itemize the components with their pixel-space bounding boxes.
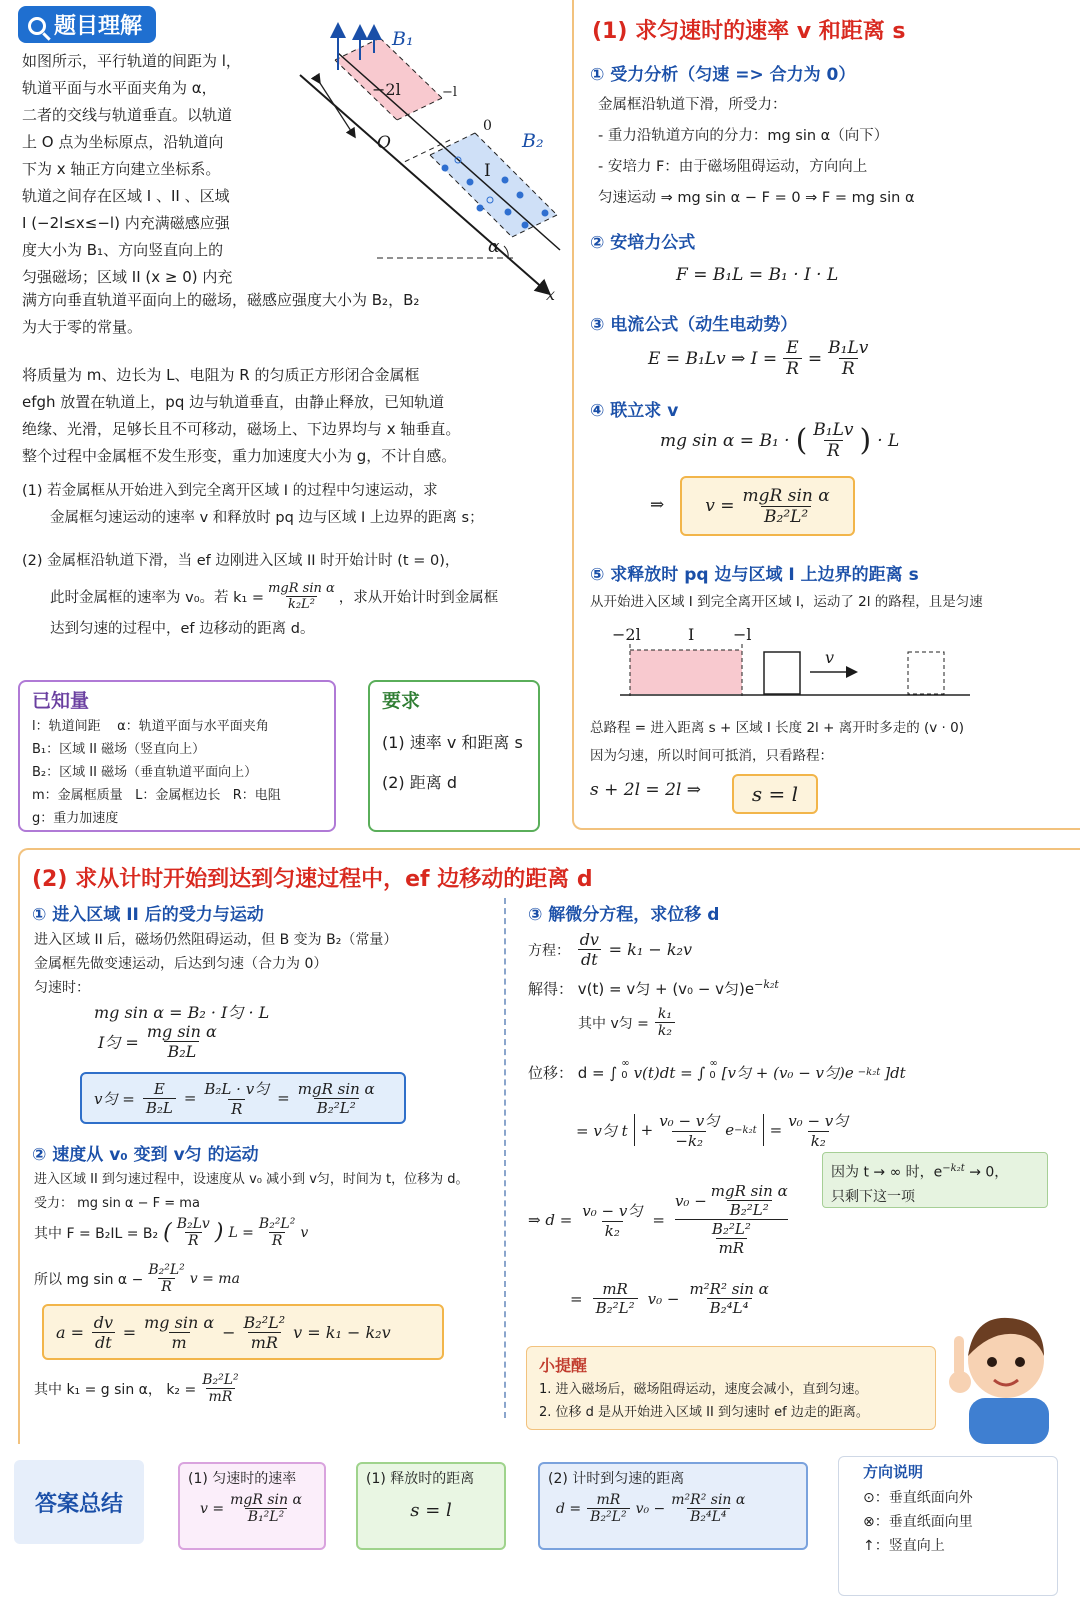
step4-heading: ④ 联立求 v: [590, 401, 679, 421]
region-1: [335, 38, 442, 120]
origin-label: O: [377, 133, 391, 153]
part1-title: (1) 求匀速时的速率 v 和距离 s: [592, 19, 906, 44]
step5-explain: 总路程 = 进入距离 s + 区域 I 长度 2l + 离开时多走的 (v · 0) 因为匀速，所以时间可抵消，只看路程：: [590, 720, 964, 764]
tip-box: 小提醒 1. 进入磁场后，磁场阻碍运动，速度会减小，直到匀速。 2. 位移 d 是从开始进入区域 II 到匀速时 ef 边走的距离。: [526, 1346, 936, 1430]
d-final-eq: = $\frac{mR}{\text{B₂²L²}}$ v₀ − $\frac{\text{m²R² sin α}}{\text{B₂⁴L⁴}}$: [570, 1280, 769, 1317]
alpha-label: α: [488, 237, 500, 257]
b1-label: B₁: [392, 28, 414, 50]
direction-legend: 方向说明 ⊙：垂直纸面向外 ⊗：垂直纸面向里 ↑：竖直向上: [838, 1456, 1058, 1596]
minus-2l-label: −2l: [372, 80, 401, 99]
limit-note: 因为 t → ∞ 时，$e^{-k_2t} \to 0$， 只剩下这一项: [822, 1152, 1048, 1208]
uniform-current-eq: I匀 = $\frac{\text{mg sin α}}{\text{B₂L}}$: [98, 1022, 217, 1061]
problem-text: 如图所示，平行轨道的间距为 l， 轨道平面与水平面夹角为 α， 二者的交线与轨道垂直。以轨道 上 O 点为坐标原点，沿轨道向 下为 x 轴正方向建立坐标系。 轨道之间存在区域 I 、II 、区域 I (−2l≤x≤−l) 内充满磁感应强 度大小为 B₁、方向竖直向上的 匀强磁场；区域 II (x ≥ 0) 内充: [22, 52, 241, 286]
minus-l-mark: −l: [733, 625, 752, 644]
step5-text: 从开始进入区域 I 到完全离开区域 I，运动了 2l 的路程，且是匀速: [590, 594, 983, 610]
out-of-page-legend: ⊙：垂直纸面向外: [863, 1490, 973, 1506]
answer-v-box: v = mgR sin α B₂²L²: [680, 476, 855, 536]
minus-l-label: −l: [442, 85, 458, 100]
b2-label: B₂: [522, 130, 544, 152]
d-result-eq: ⇒ d = v₀ − v匀 k₂ = v₀ − mgR sin α B₂²L² B₂²L² mR: [528, 1182, 788, 1257]
section-tag: 题目理解: [18, 6, 156, 43]
summary-d-card: (2) 计时到匀速的距离 d = $\frac{mR}{\text{B₂²L²}}$ v₀ − $\frac{\text{m²R² sin α}}{\text{B₂⁴L⁴}}$: [538, 1462, 808, 1550]
part2-title: (2) 求从计时开始到达到匀速过程中，ef 边移动的距离 d: [32, 867, 593, 892]
search-icon: [28, 17, 46, 35]
known-box: 已知量 l：轨道间距 α：轨道平面与水平面夹角 B₁：区域 II 磁场（竖直向上） B₂：区域 II 磁场（垂直轨道平面向上） m：金属框质量 L：金属框边长 R：电阻 g：重力加速度: [18, 680, 336, 832]
answer-s-box: s = l: [732, 774, 818, 814]
question-2: (2) 金属框沿轨道下滑，当 ef 边刚进入区域 II 时开始计时 (t = 0)， 此时金属框的速率为 v₀。若 k₁ = mgR sin α k₂L² ，求从开始计时到金属框 达到匀速的过程中，ef 边移动的距离 d。: [22, 553, 499, 637]
region-I-mark: I: [688, 625, 695, 644]
zero-label: 0: [483, 118, 492, 134]
upward-legend: ↑：竖直向上: [863, 1538, 945, 1554]
step3-heading: ③ 电流公式（动生电动势）: [590, 315, 798, 335]
problem-text-cont: 满方向垂直轨道平面向上的磁场，磁感应强度大小为 B₂，B₂ 为大于零的常量。: [22, 291, 420, 336]
combine-formula: mg sin α = B₁ · ( B₁Lv R ) · L: [660, 420, 900, 461]
frame-block: [764, 652, 800, 694]
region-1-block: [630, 650, 742, 694]
travel-diagram: [600, 620, 990, 705]
step1-body: 金属框沿轨道下滑，所受力： - 重力沿轨道方向的分力：mg sin α（向下） - 安培力 F：由于磁场阻碍运动，方向向上 匀速运动 ⇒ mg sin α − F = 0 ⇒ F = mg sin α: [598, 97, 915, 206]
p2-step2-heading: ② 速度从 v₀ 变到 v匀 的运动: [32, 1145, 259, 1165]
boy-illustration: [944, 1298, 1064, 1444]
current-formula: E = B₁Lv ⇒ I = $\frac{E}{R}$ = $\frac{\text{B₁Lv}}{R}$: [648, 338, 869, 379]
step1-heading: ① 受力分析（匀速 => 合力为 0）: [590, 65, 856, 85]
integral-eval: = v匀 t + v₀ − v匀 −k₂ e −k₂t = v₀ − v匀 k₂: [576, 1112, 849, 1150]
summary-title: 答案总结: [14, 1460, 144, 1544]
distance-eq: s + 2l = 2l ⇒: [590, 780, 701, 800]
question-1: (1) 若金属框从开始进入到完全离开区域 I 的过程中匀速运动，求 金属框匀速运动的速率 v 和释放时 pq 边与区域 I 上边界的距离 s；: [22, 483, 484, 526]
p2-step1-heading: ① 进入区域 II 后的受力与运动: [32, 905, 264, 925]
uniform-velocity-box: v匀 = $\frac{E}{\text{B₂L}}$ = B₂L · v匀 R = mgR sin α B₂²L²: [80, 1072, 406, 1124]
minus-2l-mark: −2l: [612, 625, 641, 644]
p2-step2-body: 进入区域 II 到匀速过程中，设速度从 v₀ 减小到 v匀，时间为 t，位移为 d。 受力： mg sin α − F = ma: [34, 1172, 469, 1211]
summary-s-card: (1) 释放时的距离 s = l: [356, 1462, 506, 1550]
region-I-label: I: [484, 161, 491, 181]
problem-setup: 将质量为 m、边长为 L、电阻为 R 的匀质正方形闭合金属框 efgh 放置在轨道上，pq 边与轨道垂直，由静止释放，已知轨道 绝缘、光滑，足够长且不可移动，磁场上、下边界均与 x 轴垂直。 整个过程中金属框不发生形变，重力加速度大小为 g，不计自感。: [22, 366, 461, 465]
column-divider: [504, 898, 506, 1418]
step5-heading: ⑤ 求释放时 pq 边与区域 I 上边界的距离 s: [590, 565, 919, 585]
spacing-arrow: [318, 80, 353, 134]
p2-step3-heading: ③ 解微分方程，求位移 d: [528, 905, 720, 925]
newton-eq: 所以 mg sin α − $\frac{\text{B₂²L²}}{R}$ v = ma: [34, 1262, 240, 1295]
ampere-formula: F = B₁L = B₁ · I · L: [676, 265, 839, 285]
force-expand-eq: 其中 F = B₂IL = B₂ ( B₂Lv R ) L = $\frac{\text{B₂²L²}}{R}$ v: [34, 1216, 309, 1249]
k-definitions: 其中 k₁ = g sin α， k₂ = $\frac{\text{B₂²L²}}{mR}$: [34, 1372, 239, 1405]
ode-eq: 方程： $\frac{dv}{dt}$ = k₁ − k₂v: [528, 930, 692, 969]
acceleration-box: a = $\frac{dv}{dt}$ = $\frac{\text{mg sin α}}{m}$ − $\frac{\text{B₂²L²}}{mR}$ v = k₁ − k₂v: [42, 1304, 444, 1360]
x-axis-label: x: [546, 285, 556, 304]
rail-diagram: [280, 20, 570, 310]
summary-v-card: (1) 匀速时的速率 v = mgR sin α B₁²L²: [178, 1462, 326, 1550]
displacement-integral: 位移： d = ∫ ∞ 0 v(t)dt = ∫ ∞ 0 [v匀 + (v₀ − v匀)e −k₂t ]dt: [528, 1057, 906, 1082]
v-uniform-def: 其中 v匀 = $\frac{\text{k₁}}{\text{k₂}}$: [578, 1006, 675, 1039]
requirement-box: 要求 (1) 速率 v 和距离 s (2) 距离 d: [368, 680, 540, 832]
step2-heading: ② 安培力公式: [590, 233, 696, 253]
frame-ghost: [908, 652, 944, 694]
ode-solution: 解得： v(t) = v匀 + (v₀ − v匀)$e^{-k_2t}$: [528, 978, 779, 998]
into-page-legend: ⊗：垂直纸面向里: [863, 1514, 973, 1530]
velocity-mark: v: [825, 648, 835, 667]
uniform-force-eq: mg sin α = B₂ · I匀 · L: [94, 1003, 270, 1022]
p2-step1-body: 进入区域 II 后，磁场仍然阻碍运动，但 B 变为 B₂（常量） 金属框先做变速运动，后达到匀速（合力为 0） 匀速时：: [34, 932, 398, 996]
